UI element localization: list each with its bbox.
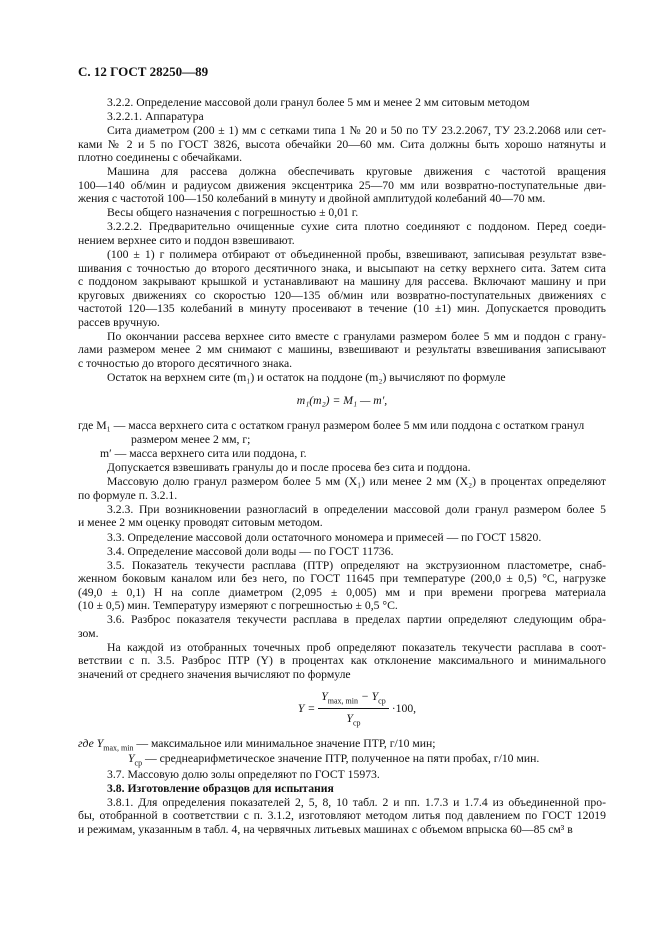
text-line: круговых движениях со скоростью 120—135 об/мин или возвратно-поступательных движениях с	[78, 288, 606, 302]
numerator	[318, 689, 389, 708]
text-line: Допускается взвешивать гранулы до и после просева без сита и поддона.	[107, 461, 471, 475]
text-line: 3.8.1. Для определения показателей 2, 5, 8, 10 табл. 2 и пп. 1.7.3 и 1.7.4 из объединенной про-	[107, 795, 606, 809]
text-line: и менее 2 мм оценку проводят ситовым методом.	[78, 516, 323, 530]
text-line: 3.2.2.1. Аппаратура	[107, 110, 204, 124]
paragraph	[78, 545, 606, 559]
text-line: бы, отобранной в соответствии с п. 3.1.2, изготовляют методом литья под давлением по ГОСТ 12019	[78, 809, 606, 823]
text-line: (10 ± 0,5) мин. Температуру измеряют с погрешностью ± 0,5 °С.	[78, 599, 398, 613]
sections-3-2-to-3-6	[78, 461, 606, 681]
text-line: жения с частотой 100—150 колебаний в минуту и двойной амплитудой колебаний 40—70 мм.	[78, 192, 546, 206]
paragraph	[78, 641, 606, 682]
paragraph	[78, 220, 606, 247]
text-line: 3.2.2. Определение массовой доли гранул более 5 мм и менее 2 мм ситовым методом	[107, 96, 530, 109]
paragraph	[78, 124, 606, 165]
text-line: Массовую долю гранул размером более 5 мм (X₁) или менее 2 мм (X₂) в процентах определяют	[107, 475, 606, 489]
legend-definition: — максимальное или минимальное значение ПТР, г/10 мин;	[133, 737, 436, 751]
text-line: 3.2.2.2. Предварительно очищенные сухие сита плотно соединяют с поддоном. Перед соеди-	[107, 220, 606, 234]
formula-legend-2	[78, 737, 606, 768]
text-line: значений от среднего значения вычисляют по формуле	[78, 667, 351, 681]
legend-definition: масса верхнего сита с остатком гранул размером более 5 мм или поддона с остатком гранул	[128, 419, 585, 433]
text-line: 3.5. Показатель текучести расплава (ПТР) определяют на экструзионном пластометре, снаб-	[107, 558, 606, 572]
text-line: Машина для рассева должна обеспечивать круговые движения с частотой вращения	[107, 165, 606, 179]
paragraph	[78, 165, 606, 206]
text-line: 3.3. Определение массовой доли остаточного мономера и примесей — по ГОСТ 15820.	[107, 530, 542, 544]
subscript: ср	[134, 758, 143, 768]
paragraph	[78, 248, 606, 329]
legend-definition: — среднеарифметическое значение ПТР, полученное на пяти пробах, г/10 мин.	[142, 752, 540, 766]
var: Y	[321, 690, 328, 704]
paragraph	[78, 531, 606, 545]
paragraph	[78, 206, 606, 220]
text-line: 3.4. Определение массовой доли воды — по ГОСТ 11736.	[107, 544, 394, 558]
paragraph	[78, 461, 606, 475]
paragraph	[78, 96, 606, 110]
text-line: частотой 120—135 колебаний в минуту просеивают в течение (10 ±1) мин. Допускается проводить	[78, 302, 606, 316]
paragraph	[78, 475, 606, 502]
paragraph	[78, 559, 606, 613]
text-line: с поддоном закрывают крышкой и устанавливают на машину для рассева. Включают машину и при	[78, 275, 606, 289]
formula-tail: ·100,	[391, 701, 417, 715]
text-line: По окончании рассева верхнее сито вместе с гранулами размером более 5 мм и поддон с грану-	[107, 329, 606, 343]
text-line: Сита диаметром (200 ± 1) мм с сетками типа 1 № 20 и 50 по ТУ 23.2.2067, ТУ 23.2.2068 или сет-	[107, 124, 606, 138]
fraction	[318, 689, 389, 727]
text-line: женном боковым каналом или без него, по ГОСТ 11645 при температуре (200,0 ± 0,5) °С, нагрузке	[78, 572, 606, 586]
legend-term: m′ —	[100, 447, 127, 461]
text-line: нением верхнее сито и поддон взвешивают.	[78, 233, 295, 247]
section-3-2-2	[78, 96, 606, 384]
text-line: 3.7. Массовую долю золы определяют по ГОСТ 15973.	[107, 767, 380, 781]
sections-3-7-3-8	[78, 768, 606, 837]
subscript: ср	[378, 696, 386, 706]
paragraph	[78, 110, 606, 124]
paragraph	[78, 503, 606, 530]
text-line: 3.2.3. При возникновении разногласий в определении массовой доли гранул размером более 5	[107, 502, 606, 516]
paragraph	[78, 796, 606, 837]
paragraph	[78, 371, 606, 385]
text-line: и режимам, указанным в табл. 4, на червячных литьевых машинах с объемом впрыска 60—85 см³ в	[78, 822, 573, 836]
text-line: ками № 2 и 5 по ГОСТ 3826, высота обечайки 20—60 мм. Сита должны быть хорошо натянуты и	[78, 137, 606, 151]
text-line: ветствии с п. 3.5. Разброс ПТР (Y) в процентах как отклонение максимального и минимального	[78, 654, 606, 668]
formula-lhs: Y =	[297, 701, 316, 715]
legend-term: Y	[128, 752, 135, 766]
text-line: рассев вручную.	[78, 315, 160, 329]
text-line: 3.6. Разброс показателя текучести расплава в пределах партии определяют следующим обра-	[107, 613, 606, 627]
paragraph	[78, 613, 606, 640]
paragraph	[78, 330, 606, 371]
denominator	[346, 709, 360, 727]
text-line: плотно соединены с обечайками.	[78, 151, 243, 165]
paragraph	[78, 782, 606, 796]
text-line: по формуле п. 3.2.1.	[78, 488, 178, 502]
formula-legend-1	[78, 419, 606, 461]
formula-ptr-spread	[108, 689, 606, 727]
text-line: (49,0 ± 0,1) Н на сопле диаметром (2,095 ± 0,005) мм и при времени прогрева материала	[78, 585, 606, 599]
subscript: max, min	[327, 696, 358, 706]
text-line: шивания с точностью до второго десятичного знака, и высыпают на сетку верхнего сита. Затем сита	[78, 261, 606, 275]
text-line: (100 ± 1) г полимера отбирают от объединенной пробы, взвешивают, записывая результат взве-	[107, 248, 606, 262]
text-line: Весы общего назначения с погрешностью ± 0,01 г.	[107, 206, 359, 220]
var: − Y	[357, 690, 379, 704]
paragraph	[78, 768, 606, 782]
document-body	[78, 96, 606, 837]
formula-mass-residue: m₁(m₂) = M₁ — m′,	[296, 394, 388, 408]
text-line: На каждой из отобранных точечных проб определяют показатель текучести расплава в соот-	[107, 640, 606, 654]
legend-term: где M₁ —	[78, 419, 126, 433]
subscript: ср	[352, 718, 361, 728]
legend-definition-cont: размером менее 2 мм, г;	[131, 433, 251, 447]
subscript: max, min	[103, 743, 134, 753]
text-line: 3.8. Изготовление образцов для испытания	[107, 781, 334, 795]
page-header: С. 12 ГОСТ 28250—89	[78, 64, 209, 79]
text-line: Остаток на верхнем сите (m₁) и остаток на поддоне (m₂) вычисляют по формуле	[107, 370, 506, 384]
legend-definition: масса верхнего сита или поддона, г.	[129, 447, 307, 461]
text-line: зом.	[78, 626, 99, 640]
text-line: с точностью до второго десятичного знака.	[78, 356, 293, 370]
text-line: лами размером менее 2 мм снимают с машины, взвешивают и результаты взвешивания записывают	[78, 343, 606, 357]
text-line: 100—140 об/мин и радиусом движения эксцентрика 25—70 мм или возвратно-поступательные дви-	[78, 178, 606, 192]
legend-term: где Y	[78, 737, 104, 751]
var: Y	[346, 711, 353, 725]
